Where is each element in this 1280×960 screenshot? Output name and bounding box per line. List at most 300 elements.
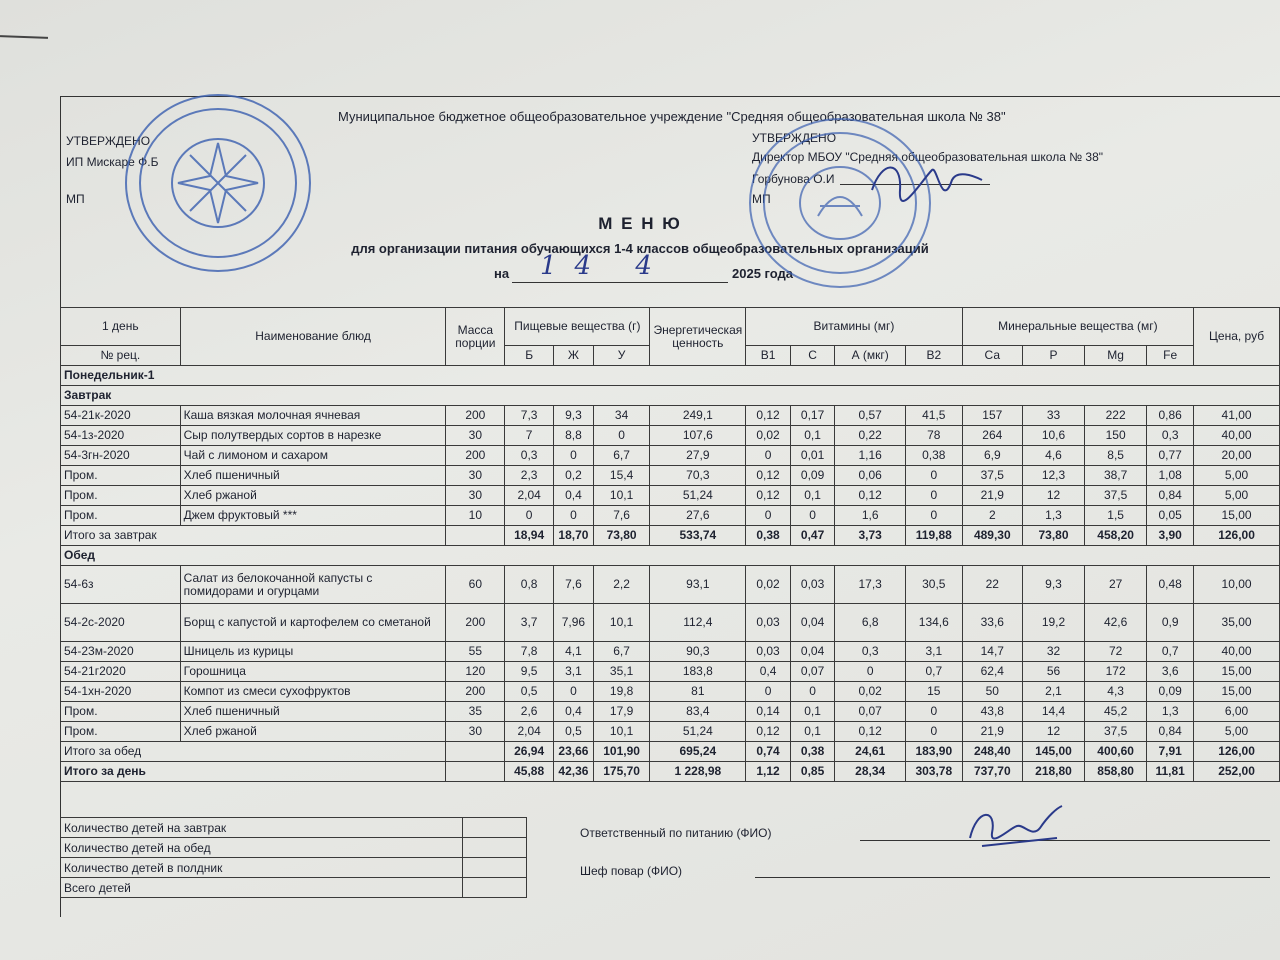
carb-cell: 17,9 xyxy=(593,702,650,722)
dish-name-cell: Хлеб ржаной xyxy=(180,486,446,506)
price-cell: 15,00 xyxy=(1194,506,1280,526)
c-cell: 0,09 xyxy=(790,466,835,486)
mg-cell: 150 xyxy=(1085,426,1147,446)
price-cell: 5,00 xyxy=(1194,722,1280,742)
dish-name-cell: Шницель из курицы xyxy=(180,642,446,662)
footer-label: Количество детей на обед xyxy=(61,838,463,858)
carb-cell: 15,4 xyxy=(593,466,650,486)
footer-label: Всего детей xyxy=(61,878,463,898)
b2-total-cell: 119,88 xyxy=(905,526,962,546)
portion-cell: 120 xyxy=(446,662,505,682)
b2-cell: 15 xyxy=(905,682,962,702)
energy-cell: 112,4 xyxy=(650,604,746,642)
carb-cell: 2,2 xyxy=(593,566,650,604)
mg-cell: 38,7 xyxy=(1085,466,1147,486)
b1-cell: 0,4 xyxy=(746,662,791,682)
dish-name-cell: Каша вязкая молочная ячневая xyxy=(180,406,446,426)
left-stamp-seal xyxy=(118,88,318,278)
portion-total-cell xyxy=(446,526,505,546)
ca-cell: 6,9 xyxy=(962,446,1022,466)
ca-cell: 21,9 xyxy=(962,486,1022,506)
p-cell: 12 xyxy=(1022,486,1084,506)
portion-total-cell xyxy=(446,762,505,782)
mg-cell: 27 xyxy=(1085,566,1147,604)
b2-total-cell: 183,90 xyxy=(905,742,962,762)
protein-cell: 7 xyxy=(505,426,554,446)
ca-cell: 157 xyxy=(962,406,1022,426)
chef-label: Шеф повар (ФИО) xyxy=(580,864,683,878)
fat-cell: 0,2 xyxy=(554,466,594,486)
protein-cell: 0,3 xyxy=(505,446,554,466)
b2-cell: 134,6 xyxy=(905,604,962,642)
vitamins-header: Витамины (мг) xyxy=(746,308,962,346)
mg-cell: 222 xyxy=(1085,406,1147,426)
fe-cell: 1,3 xyxy=(1147,702,1194,722)
rec-no-cell: 54-21г2020 xyxy=(61,662,181,682)
rec-no-cell: Пром. xyxy=(61,702,181,722)
fe-cell: 0,86 xyxy=(1147,406,1194,426)
protein-cell: 2,3 xyxy=(505,466,554,486)
date-prefix: на xyxy=(494,266,510,281)
c-cell: 0,1 xyxy=(790,426,835,446)
rec-no-cell: Пром. xyxy=(61,486,181,506)
table-row xyxy=(61,642,1280,662)
energy-cell: 70,3 xyxy=(650,466,746,486)
energy-cell: 107,6 xyxy=(650,426,746,446)
c-cell: 0,01 xyxy=(790,446,835,466)
energy-cell: 27,6 xyxy=(650,506,746,526)
p-cell: 4,6 xyxy=(1022,446,1084,466)
price-cell: 41,00 xyxy=(1194,406,1280,426)
protein-cell: 0,5 xyxy=(505,682,554,702)
ca-header: Са xyxy=(962,346,1022,366)
day-header: 1 день xyxy=(61,308,181,346)
fe-cell: 0,05 xyxy=(1147,506,1194,526)
dish-name-cell: Салат из белокочанной капусты с помидорами и огурцами xyxy=(180,566,446,604)
price-cell: 15,00 xyxy=(1194,682,1280,702)
footer-value[interactable] xyxy=(463,858,527,878)
rec-no-cell: 54-2с-2020 xyxy=(61,604,181,642)
c-cell: 0 xyxy=(790,506,835,526)
b1-cell: 0 xyxy=(746,682,791,702)
breakfast-section xyxy=(61,386,1280,406)
carb-cell: 10,1 xyxy=(593,604,650,642)
a-cell: 1,6 xyxy=(835,506,906,526)
footer-value[interactable] xyxy=(463,818,527,838)
mg-cell: 4,3 xyxy=(1085,682,1147,702)
institution-name: Муниципальное бюджетное общеобразовательное учреждение "Средняя общеобразовательная школа № 38" xyxy=(338,109,1006,124)
energy-cell: 90,3 xyxy=(650,642,746,662)
b2-header: В2 xyxy=(905,346,962,366)
left-approver-name: ИП Мискаре Ф.Б xyxy=(66,155,159,169)
footer-label: Количество детей на завтрак xyxy=(61,818,463,838)
page-title: М Е Н Ю xyxy=(598,214,682,233)
c-cell: 0,1 xyxy=(790,722,835,742)
b1-cell: 0,14 xyxy=(746,702,791,722)
dish-name-cell: Компот из смеси сухофруктов xyxy=(180,682,446,702)
ca-cell: 264 xyxy=(962,426,1022,446)
table-row xyxy=(61,466,1280,486)
b1-cell: 0 xyxy=(746,446,791,466)
carb-total-cell: 175,70 xyxy=(593,762,650,782)
carb-cell: 10,1 xyxy=(593,486,650,506)
footer-row xyxy=(61,858,527,878)
lunch-section xyxy=(61,546,1280,566)
portion-cell: 55 xyxy=(446,642,505,662)
dish-name-cell: Горошница xyxy=(180,662,446,682)
b2-cell: 78 xyxy=(905,426,962,446)
ca-total-cell: 737,70 xyxy=(962,762,1022,782)
b1-header: В1 xyxy=(746,346,791,366)
fat-cell: 4,1 xyxy=(554,642,594,662)
energy-cell: 249,1 xyxy=(650,406,746,426)
price-cell: 35,00 xyxy=(1194,604,1280,642)
day-section-label: Понедельник-1 xyxy=(61,366,1280,386)
table-row xyxy=(61,722,1280,742)
fe-cell: 0,09 xyxy=(1147,682,1194,702)
children-count-table xyxy=(60,817,527,898)
b1-total-cell: 0,74 xyxy=(746,742,791,762)
ca-cell: 22 xyxy=(962,566,1022,604)
lunch-total-row xyxy=(61,742,1280,762)
rec-no-cell: 54-6з xyxy=(61,566,181,604)
protein-cell: 2,04 xyxy=(505,722,554,742)
price-cell: 40,00 xyxy=(1194,642,1280,662)
c-cell: 0 xyxy=(790,682,835,702)
left-mp-label: МП xyxy=(66,192,85,206)
price-cell: 40,00 xyxy=(1194,426,1280,446)
ca-cell: 50 xyxy=(962,682,1022,702)
table-row xyxy=(61,566,1280,604)
protein-cell: 9,5 xyxy=(505,662,554,682)
a-total-cell: 24,61 xyxy=(835,742,906,762)
carb-cell: 6,7 xyxy=(593,446,650,466)
fe-cell: 0,7 xyxy=(1147,642,1194,662)
footer-row xyxy=(61,818,527,838)
protein-cell: 0 xyxy=(505,506,554,526)
dish-name-cell: Чай с лимоном и сахаром xyxy=(180,446,446,466)
table-row xyxy=(61,662,1280,682)
mg-cell: 72 xyxy=(1085,642,1147,662)
mg-cell: 1,5 xyxy=(1085,506,1147,526)
fe-cell: 3,6 xyxy=(1147,662,1194,682)
b2-cell: 30,5 xyxy=(905,566,962,604)
dish-name-header: Наименование блюд xyxy=(180,308,446,366)
mg-cell: 45,2 xyxy=(1085,702,1147,722)
rec-no-cell: Пром. xyxy=(61,466,181,486)
fat-cell: 0 xyxy=(554,446,594,466)
c-total-cell: 0,47 xyxy=(790,526,835,546)
protein-cell: 3,7 xyxy=(505,604,554,642)
c-cell: 0,03 xyxy=(790,566,835,604)
fat-cell: 0,5 xyxy=(554,722,594,742)
rec-no-header: № рец. xyxy=(61,346,181,366)
portion-cell: 200 xyxy=(446,604,505,642)
b2-cell: 0 xyxy=(905,722,962,742)
footer-value[interactable] xyxy=(463,838,527,858)
right-approver-position: Директор МБОУ "Средняя общеобразовательная школа № 38" xyxy=(752,150,1104,164)
dish-name-cell: Хлеб пшеничный xyxy=(180,702,446,722)
a-cell: 6,8 xyxy=(835,604,906,642)
p-total-cell: 73,80 xyxy=(1022,526,1084,546)
price-cell: 20,00 xyxy=(1194,446,1280,466)
ca-cell: 37,5 xyxy=(962,466,1022,486)
portion-cell: 10 xyxy=(446,506,505,526)
responsible-signature xyxy=(962,798,1072,858)
p-cell: 32 xyxy=(1022,642,1084,662)
protein-total-cell: 26,94 xyxy=(505,742,554,762)
b2-total-cell: 303,78 xyxy=(905,762,962,782)
table-row xyxy=(61,406,1280,426)
portion-cell: 30 xyxy=(446,486,505,506)
dish-name-cell: Джем фруктовый *** xyxy=(180,506,446,526)
portion-total-cell xyxy=(446,742,505,762)
carb-total-cell: 101,90 xyxy=(593,742,650,762)
p-cell: 14,4 xyxy=(1022,702,1084,722)
menu-table xyxy=(60,307,1280,782)
price-header: Цена, руб xyxy=(1194,308,1280,366)
fat-total-cell: 18,70 xyxy=(554,526,594,546)
fe-cell: 0,9 xyxy=(1147,604,1194,642)
fat-cell: 7,96 xyxy=(554,604,594,642)
p-cell: 19,2 xyxy=(1022,604,1084,642)
fe-header: Fe xyxy=(1147,346,1194,366)
ca-cell: 62,4 xyxy=(962,662,1022,682)
portion-cell: 60 xyxy=(446,566,505,604)
b1-cell: 0,02 xyxy=(746,426,791,446)
p-cell: 56 xyxy=(1022,662,1084,682)
b2-cell: 0 xyxy=(905,506,962,526)
b2-cell: 0,38 xyxy=(905,446,962,466)
table-row xyxy=(61,682,1280,702)
table-row xyxy=(61,426,1280,446)
b1-cell: 0 xyxy=(746,506,791,526)
portion-cell: 30 xyxy=(446,466,505,486)
carb-cell: 34 xyxy=(593,406,650,426)
carb-cell: 0 xyxy=(593,426,650,446)
a-cell: 1,16 xyxy=(835,446,906,466)
a-cell: 0,06 xyxy=(835,466,906,486)
b1-cell: 0,02 xyxy=(746,566,791,604)
a-header: А (мкг) xyxy=(835,346,906,366)
footer-value[interactable] xyxy=(463,878,527,898)
portion-cell: 30 xyxy=(446,426,505,446)
b2-cell: 0 xyxy=(905,702,962,722)
fat-cell: 0,4 xyxy=(554,486,594,506)
table-row xyxy=(61,506,1280,526)
a-cell: 0 xyxy=(835,662,906,682)
ca-cell: 21,9 xyxy=(962,722,1022,742)
a-cell: 17,3 xyxy=(835,566,906,604)
fat-total-cell: 42,36 xyxy=(554,762,594,782)
mg-cell: 172 xyxy=(1085,662,1147,682)
ca-cell: 14,7 xyxy=(962,642,1022,662)
a-cell: 0,12 xyxy=(835,486,906,506)
right-approve-label: УТВЕРЖДЕНО xyxy=(752,131,837,145)
table-row xyxy=(61,486,1280,506)
energy-cell: 183,8 xyxy=(650,662,746,682)
fat-total-cell: 23,66 xyxy=(554,742,594,762)
fat-cell: 9,3 xyxy=(554,406,594,426)
portion-header: Масса порции xyxy=(446,308,505,366)
breakfast-total-row xyxy=(61,526,1280,546)
lunch-total-row-label: Итого за обед xyxy=(61,742,446,762)
rec-no-cell: 54-3гн-2020 xyxy=(61,446,181,466)
a-cell: 0,57 xyxy=(835,406,906,426)
date-suffix: 2025 года xyxy=(732,266,794,281)
fat-header: Ж xyxy=(554,346,594,366)
carb-header: У xyxy=(593,346,650,366)
p-cell: 9,3 xyxy=(1022,566,1084,604)
breakfast-section-label: Завтрак xyxy=(61,386,1280,406)
energy-total-cell: 533,74 xyxy=(650,526,746,546)
protein-cell: 7,8 xyxy=(505,642,554,662)
fe-cell: 1,08 xyxy=(1147,466,1194,486)
a-total-cell: 28,34 xyxy=(835,762,906,782)
protein-cell: 2,04 xyxy=(505,486,554,506)
price-total-cell: 126,00 xyxy=(1194,526,1280,546)
mg-cell: 42,6 xyxy=(1085,604,1147,642)
responsible-label: Ответственный по питанию (ФИО) xyxy=(580,826,772,840)
table-row xyxy=(61,604,1280,642)
fe-cell: 0,84 xyxy=(1147,486,1194,506)
page-subtitle: для организации питания обучающихся 1-4 классов общеобразовательных организаций xyxy=(351,241,929,256)
protein-cell: 0,8 xyxy=(505,566,554,604)
rec-no-cell: 54-23м-2020 xyxy=(61,642,181,662)
dish-name-cell: Сыр полутвердых сортов в нарезке xyxy=(180,426,446,446)
carb-cell: 10,1 xyxy=(593,722,650,742)
price-cell: 6,00 xyxy=(1194,702,1280,722)
mg-total-cell: 858,80 xyxy=(1085,762,1147,782)
mg-cell: 37,5 xyxy=(1085,722,1147,742)
protein-cell: 2,6 xyxy=(505,702,554,722)
footer-row xyxy=(61,878,527,898)
ca-cell: 2 xyxy=(962,506,1022,526)
fe-cell: 0,77 xyxy=(1147,446,1194,466)
c-cell: 0,04 xyxy=(790,642,835,662)
rec-no-cell: 54-21к-2020 xyxy=(61,406,181,426)
mg-cell: 8,5 xyxy=(1085,446,1147,466)
rec-no-cell: 54-1з-2020 xyxy=(61,426,181,446)
breakfast-total-row-label: Итого за завтрак xyxy=(61,526,446,546)
fe-cell: 0,84 xyxy=(1147,722,1194,742)
b1-total-cell: 1,12 xyxy=(746,762,791,782)
b1-cell: 0,12 xyxy=(746,406,791,426)
nutrients-header: Пищевые вещества (г) xyxy=(505,308,650,346)
fe-total-cell: 11,81 xyxy=(1147,762,1194,782)
b1-total-cell: 0,38 xyxy=(746,526,791,546)
footer-row xyxy=(61,838,527,858)
a-total-cell: 3,73 xyxy=(835,526,906,546)
p-header: Р xyxy=(1022,346,1084,366)
fe-total-cell: 3,90 xyxy=(1147,526,1194,546)
b1-cell: 0,12 xyxy=(746,722,791,742)
energy-header: Энергетическая ценность xyxy=(650,308,746,366)
table-row xyxy=(61,446,1280,466)
carb-total-cell: 73,80 xyxy=(593,526,650,546)
dish-name-cell: Борщ с капустой и картофелем со сметаной xyxy=(180,604,446,642)
b1-cell: 0,03 xyxy=(746,642,791,662)
ca-cell: 43,8 xyxy=(962,702,1022,722)
p-cell: 12,3 xyxy=(1022,466,1084,486)
c-cell: 0,07 xyxy=(790,662,835,682)
fat-cell: 0,4 xyxy=(554,702,594,722)
day-total-row-label: Итого за день xyxy=(61,762,446,782)
a-cell: 0,07 xyxy=(835,702,906,722)
date-line xyxy=(512,282,728,283)
a-cell: 0,22 xyxy=(835,426,906,446)
footer-label: Количество детей в полдник xyxy=(61,858,463,878)
p-cell: 33 xyxy=(1022,406,1084,426)
a-cell: 0,3 xyxy=(835,642,906,662)
chef-line xyxy=(755,877,1270,878)
a-cell: 0,02 xyxy=(835,682,906,702)
b1-cell: 0,12 xyxy=(746,486,791,506)
protein-total-cell: 45,88 xyxy=(505,762,554,782)
energy-cell: 27,9 xyxy=(650,446,746,466)
p-total-cell: 218,80 xyxy=(1022,762,1084,782)
right-approver-name: Горбунова О.И xyxy=(752,172,835,186)
price-cell: 15,00 xyxy=(1194,662,1280,682)
director-signature xyxy=(862,150,992,230)
carb-cell: 35,1 xyxy=(593,662,650,682)
lunch-section-label: Обед xyxy=(61,546,1280,566)
b2-cell: 0 xyxy=(905,486,962,506)
portion-cell: 200 xyxy=(446,682,505,702)
rec-no-cell: Пром. xyxy=(61,506,181,526)
energy-cell: 81 xyxy=(650,682,746,702)
c-cell: 0,1 xyxy=(790,486,835,506)
fat-cell: 0 xyxy=(554,506,594,526)
b2-cell: 0,7 xyxy=(905,662,962,682)
protein-cell: 7,3 xyxy=(505,406,554,426)
left-approve-label: УТВЕРЖДЕНО xyxy=(66,134,151,148)
b2-cell: 3,1 xyxy=(905,642,962,662)
p-cell: 10,6 xyxy=(1022,426,1084,446)
fe-cell: 0,3 xyxy=(1147,426,1194,446)
protein-total-cell: 18,94 xyxy=(505,526,554,546)
mg-total-cell: 400,60 xyxy=(1085,742,1147,762)
mg-cell: 37,5 xyxy=(1085,486,1147,506)
portion-cell: 30 xyxy=(446,722,505,742)
energy-cell: 51,24 xyxy=(650,486,746,506)
price-total-cell: 126,00 xyxy=(1194,742,1280,762)
date-handwritten: 14 4 xyxy=(540,251,670,281)
p-total-cell: 145,00 xyxy=(1022,742,1084,762)
ca-cell: 33,6 xyxy=(962,604,1022,642)
b2-cell: 0 xyxy=(905,466,962,486)
price-cell: 5,00 xyxy=(1194,466,1280,486)
p-cell: 2,1 xyxy=(1022,682,1084,702)
table-row xyxy=(61,702,1280,722)
energy-cell: 83,4 xyxy=(650,702,746,722)
p-cell: 1,3 xyxy=(1022,506,1084,526)
dish-name-cell: Хлеб пшеничный xyxy=(180,466,446,486)
mg-total-cell: 458,20 xyxy=(1085,526,1147,546)
c-cell: 0,17 xyxy=(790,406,835,426)
portion-cell: 200 xyxy=(446,406,505,426)
a-cell: 0,12 xyxy=(835,722,906,742)
b2-cell: 41,5 xyxy=(905,406,962,426)
price-total-cell: 252,00 xyxy=(1194,762,1280,782)
day-total-row xyxy=(61,762,1280,782)
fe-cell: 0,48 xyxy=(1147,566,1194,604)
c-header: С xyxy=(790,346,835,366)
price-cell: 5,00 xyxy=(1194,486,1280,506)
carb-cell: 6,7 xyxy=(593,642,650,662)
b1-cell: 0,12 xyxy=(746,466,791,486)
rec-no-cell: 54-1хн-2020 xyxy=(61,682,181,702)
